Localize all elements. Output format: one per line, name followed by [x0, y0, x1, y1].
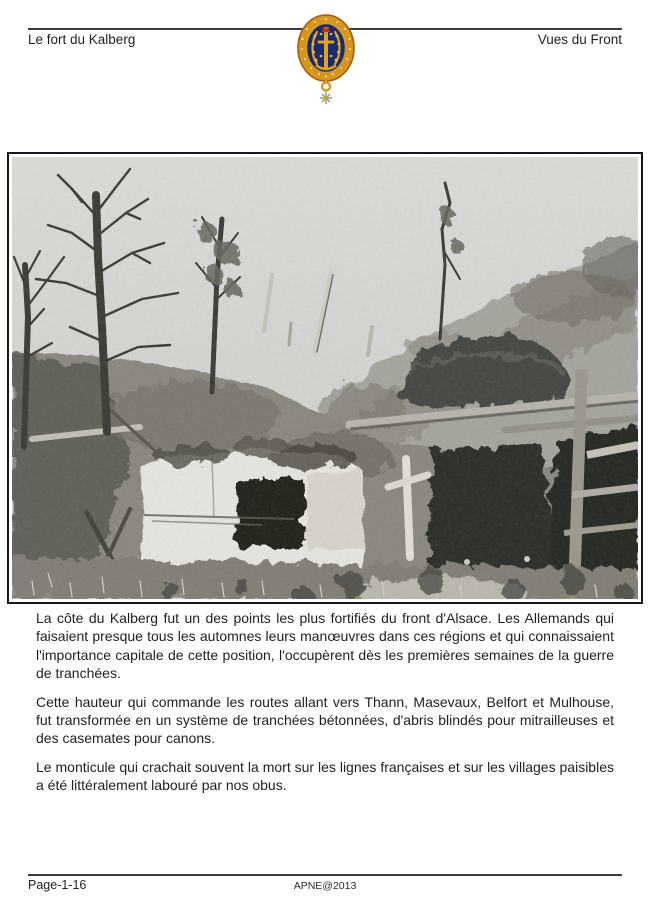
- photo-kalberg-fort: [7, 152, 643, 604]
- footer-credit: APNE@2013: [293, 880, 357, 892]
- emblem-pendant-ring: [322, 83, 330, 91]
- paragraph-3: Le monticule qui crachait souvent la mort sur les lignes françaises et sur les villages paisibles a été littéralement labouré par nos obus.: [36, 758, 614, 794]
- footer-rule: [28, 874, 622, 876]
- header-title-right: Vues du Front: [537, 32, 622, 47]
- footer-page-number: Page-1-16: [28, 878, 87, 892]
- header-title-left: Le fort du Kalberg: [28, 32, 136, 47]
- order-medallion-icon: [295, 12, 357, 106]
- photo-scene: [12, 157, 638, 599]
- article-text: [36, 609, 614, 805]
- photo-speckle: [12, 157, 638, 599]
- paragraph-2: Cette hauteur qui commande les routes allant vers Thann, Masevaux, Belfort et Mulhouse, fut transformée en un système de tranchées bétonnées, d'abris blindés pour mitrailleuses et des casemates pour canons.: [36, 693, 614, 747]
- paragraph-1: La côte du Kalberg fut un des points les plus fortifiés du front d'Alsace. Les Allemands qui faisaient presque tous les automnes leurs manœuvres dans ces régions et qui connaissaient l'importance capitale de cette position, l'occupèrent dès les premières semaines de la guerre de tranchées.: [36, 610, 614, 682]
